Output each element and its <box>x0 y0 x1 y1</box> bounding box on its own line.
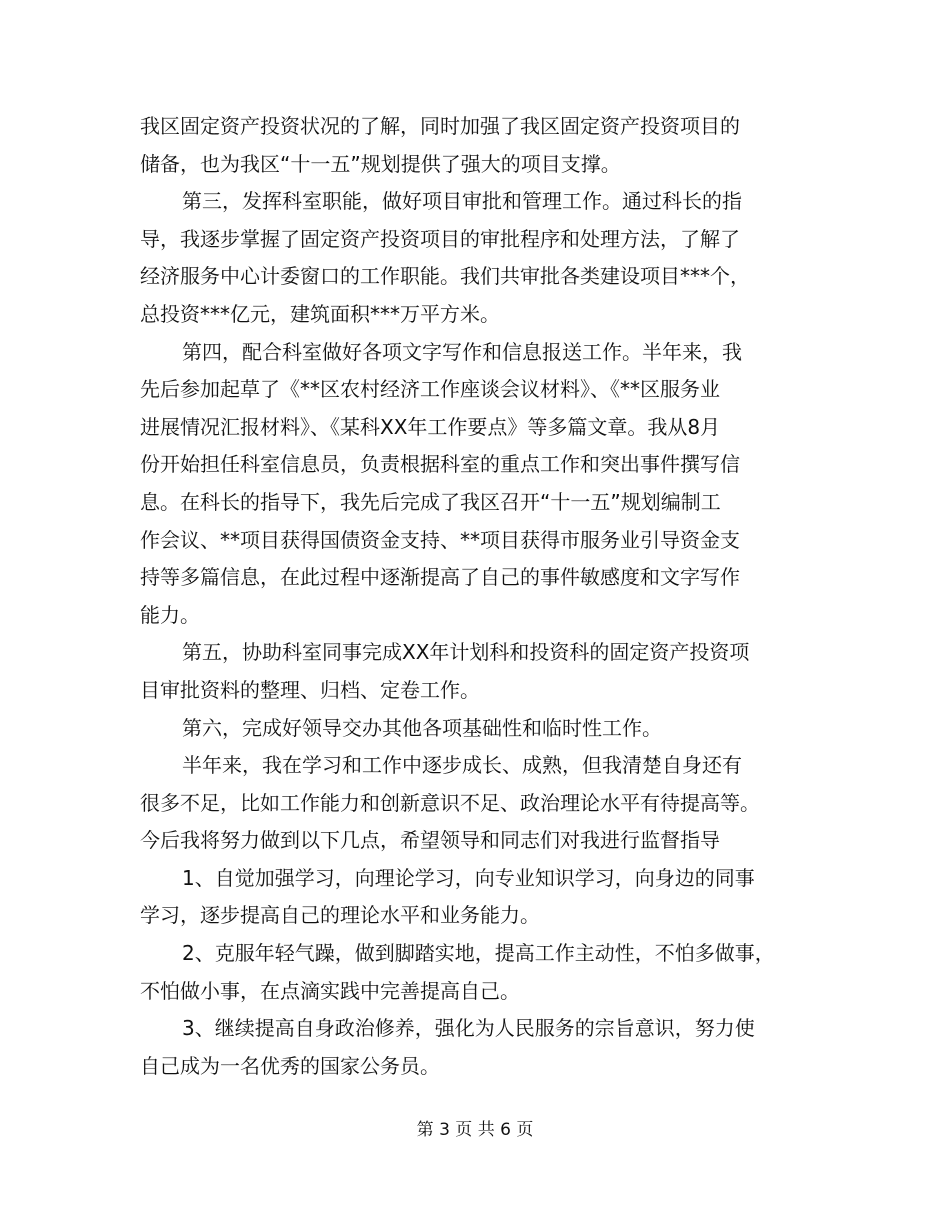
text-line: 1、自觉加强学习，向理论学习，向专业知识学习，向身边的同事 <box>182 865 755 890</box>
page-number-footer: 第 3 页 共 6 页 <box>416 1120 534 1140</box>
text-line: 2、克服年轻气躁，做到脚踏实地，提高工作主动性，不怕多做事， <box>182 941 775 966</box>
text-line: 导，我逐步掌握了固定资产投资项目的审批程序和处理方法，了解了 <box>140 226 740 251</box>
text-line: 储备，也为我区“十一五”规划提供了强大的项目支撑。 <box>140 151 621 176</box>
text-line: 先后参加起草了《**区农村经济工作座谈会议材料》、《**区服务业 <box>140 377 720 402</box>
text-line: 经济服务中心计委窗口的工作职能。我们共审批各类建设项目***个， <box>140 264 750 289</box>
text-line: 今后我将努力做到以下几点，希望领导和同志们对我进行监督指导 <box>140 828 720 853</box>
text-line: 能力。 <box>140 602 200 627</box>
text-line: 很多不足，比如工作能力和创新意识不足、政治理论水平有待提高等。 <box>140 790 760 815</box>
document-body <box>140 108 820 1085</box>
text-line: 自己成为一名优秀的国家公务员。 <box>140 1053 440 1078</box>
text-line: 我区固定资产投资状况的了解，同时加强了我区固定资产投资项目的 <box>140 114 740 138</box>
text-line: 半年来，我在学习和工作中逐步成长、成熟，但我清楚自身还有 <box>182 753 742 778</box>
text-line: 进展情况汇报材料》、《某科XX年工作要点》等多篇文章。我从8月 <box>140 414 721 439</box>
text-line: 作会议、**项目获得国债资金支持、**项目获得市服务业引导资金支 <box>140 527 740 552</box>
text-line: 息。在科长的指导下，我先后完成了我区召开“十一五”规划编制工 <box>140 489 721 514</box>
text-line: 份开始担任科室信息员，负责根据科室的重点工作和突出事件撰写信 <box>140 452 740 477</box>
text-line: 第三，发挥科室职能，做好项目审批和管理工作。通过科长的指 <box>182 189 742 214</box>
text-line: 目审批资料的整理、归档、定卷工作。 <box>140 677 480 702</box>
text-line: 学习，逐步提高自己的理论水平和业务能力。 <box>140 903 540 928</box>
text-line: 3、继续提高自身政治修养，强化为人民服务的宗旨意识，努力使 <box>182 1016 755 1041</box>
text-line: 第五，协助科室同事完成XX年计划科和投资科的固定资产投资项 <box>182 640 750 665</box>
text-line: 第六，完成好领导交办其他各项基础性和临时性工作。 <box>182 715 662 740</box>
text-line: 持等多篇信息，在此过程中逐渐提高了自己的事件敏感度和文字写作 <box>140 565 740 590</box>
text-line: 总投资***亿元，建筑面积***万平方米。 <box>140 301 500 326</box>
text-line: 第四，配合科室做好各项文字写作和信息报送工作。半年来，我 <box>182 339 742 364</box>
text-line: 不怕做小事，在点滴实践中完善提高自己。 <box>140 978 520 1003</box>
